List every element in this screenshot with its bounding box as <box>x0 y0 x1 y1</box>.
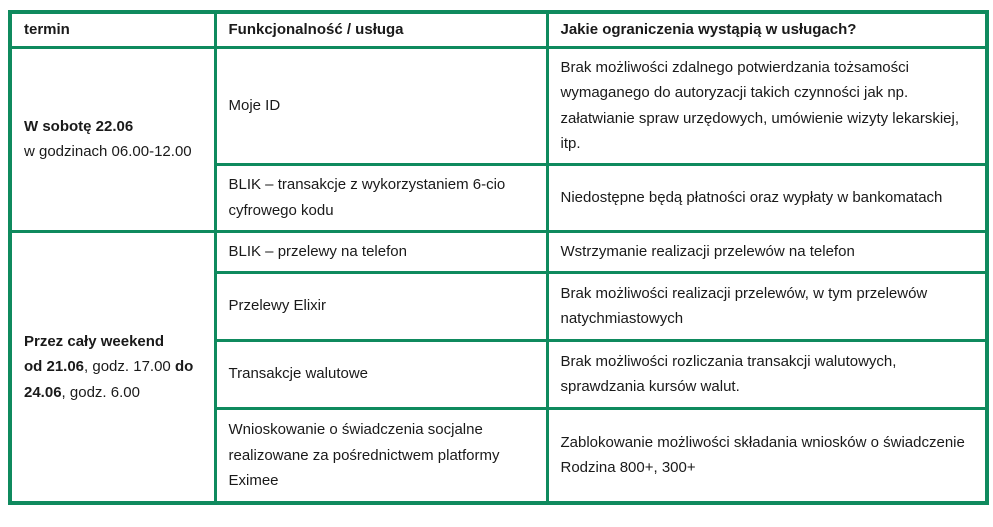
table-row <box>10 231 987 272</box>
service-cell: Przelewy Elixir <box>215 272 547 340</box>
column-header-service: Funkcjonalność / usługa <box>215 12 547 47</box>
termin-date-bold: W sobotę 22.06 <box>24 117 134 135</box>
service-cell: Transakcje walutowe <box>215 340 547 408</box>
limitation-cell: Niedostępne będą płatności oraz wypłaty w bankomatach <box>547 164 987 231</box>
service-cell: BLIK – transakcje z wykorzystaniem 6-cio cyfrowego kodu <box>215 164 547 231</box>
limitation-cell: Wstrzymanie realizacji przelewów na telefon <box>547 231 987 272</box>
termin-do-bold: do <box>174 358 194 375</box>
service-cell: Moje ID <box>215 47 547 164</box>
column-header-limitations: Jakie ograniczenia wystąpią w usługach? <box>547 12 987 47</box>
termin-end-time: , godz. 6.00 <box>61 383 140 401</box>
column-header-termin: termin <box>10 12 215 47</box>
service-cell: Wnioskowanie o świadczenia socjalne realizowane za pośrednictwem platformy Eximee <box>215 408 547 503</box>
service-cell: BLIK – przelewy na telefon <box>215 231 547 272</box>
termin-end-date-bold: 24.06 <box>24 383 62 401</box>
termin-cell-weekend <box>10 231 215 503</box>
termin-title-bold: Przez cały weekend <box>24 332 165 350</box>
termin-start-time: , godz. 17.00 <box>84 358 175 375</box>
termin-cell-saturday <box>10 47 215 231</box>
termin-hours: w godzinach 06.00-12.00 <box>24 143 192 160</box>
limitation-cell: Brak możliwości rozliczania transakcji walutowych, sprawdzania kursów walut. <box>547 340 987 408</box>
outage-table <box>8 10 989 505</box>
limitation-cell: Zablokowanie możliwości składania wniosków o świadczenie Rodzina 800+, 300+ <box>547 408 987 503</box>
header-row <box>10 12 987 47</box>
termin-start-date-bold: od 21.06 <box>24 358 85 375</box>
limitation-cell: Brak możliwości realizacji przelewów, w tym przelewów natychmiastowych <box>547 272 987 340</box>
table-row <box>10 47 987 164</box>
limitation-cell: Brak możliwości zdalnego potwierdzania tożsamości wymaganego do autoryzacji takich czynności jak np. załatwianie spraw urzędowych, umówienie wizyty lekarskiej, itp. <box>547 47 987 164</box>
